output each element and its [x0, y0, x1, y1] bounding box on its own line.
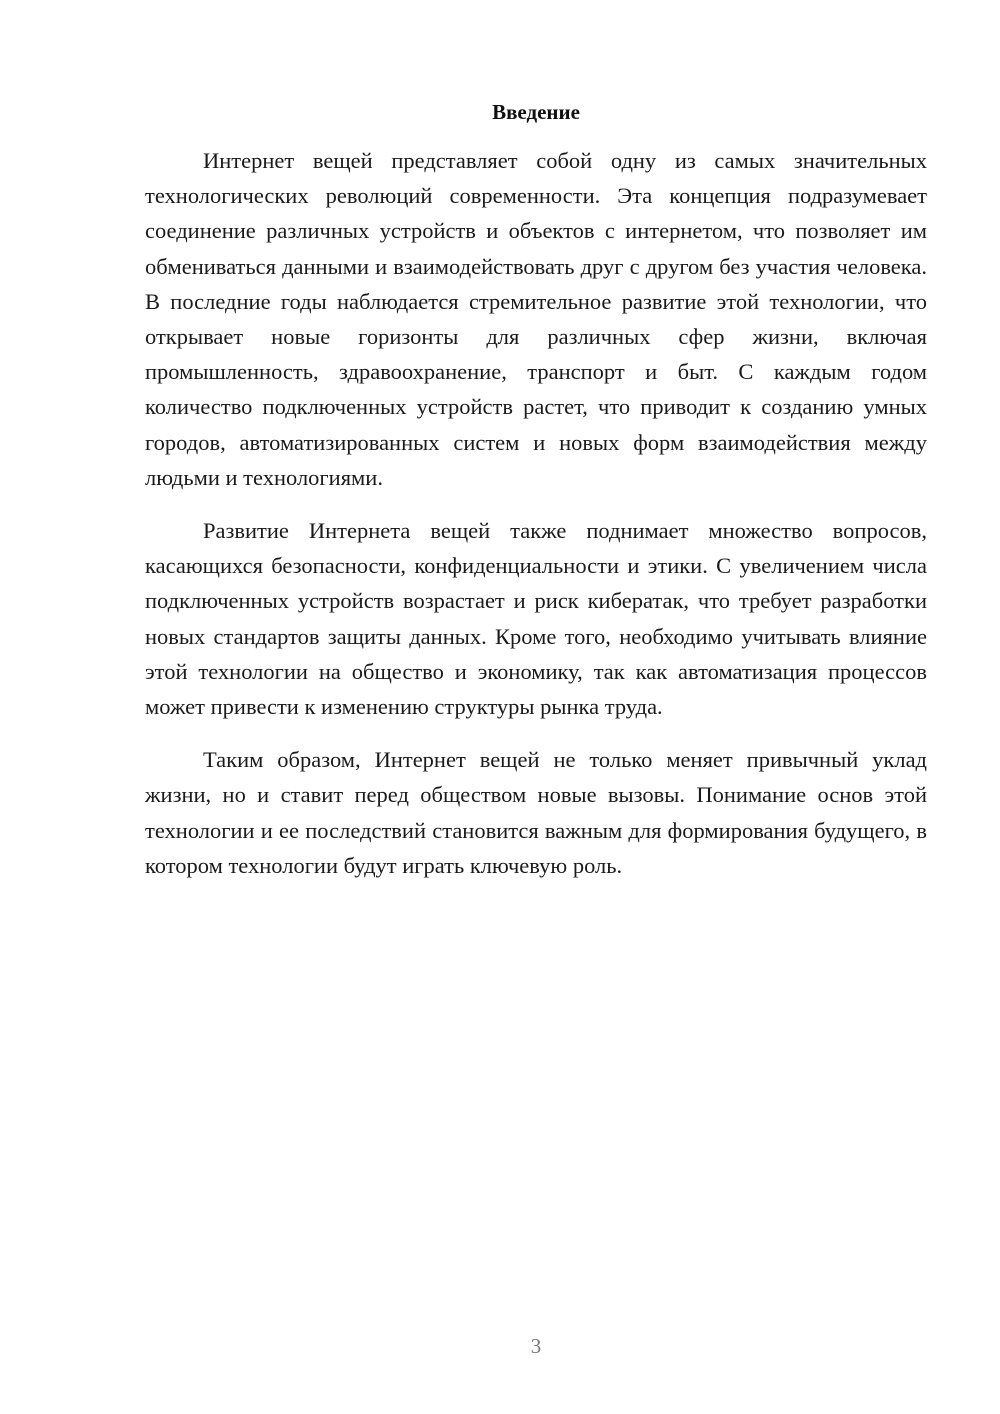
- paragraph-3: Таким образом, Интернет вещей не только меняет привычный уклад жизни, но и ставит перед обществом новые вызовы. Понимание основ этой технологии и ее последствий становится важным для формирования будущего, в котором технологии будут играть ключевую роль.: [145, 747, 927, 878]
- paragraph-2: Развитие Интернета вещей также поднимает множество вопросов, касающихся безопасности, конфиденциальности и этики. С увеличением числа подключенных устройств возрастает и риск кибератак, что требует разработки новых стандартов защиты данных. Кроме того, необходимо учитывать влияние этой технологии на общество и экономику, так как автоматизация процессов может привести к изменению структуры рынка труда.: [145, 518, 927, 720]
- paragraph-1: Интернет вещей представляет собой одну из самых значительных технологических революций современности. Эта концепция подразумевает соединение различных устройств и объектов с интернетом, что позволяет им обмениваться данными и взаимодействовать друг с другом без участия человека. В последние годы наблюдается стремительное развитие этой технологии, что открывает новые горизонты для различных сфер жизни, включая промышленность, здравоохранение, транспорт и быт. С каждым годом количество подключенных устройств растет, что приводит к созданию умных городов, автоматизированных систем и новых форм взаимодействия между людьми и технологиями.: [145, 148, 927, 490]
- section-heading: Введение: [492, 100, 580, 124]
- page-number: 3: [530, 1334, 542, 1358]
- body-text: [145, 143, 927, 883]
